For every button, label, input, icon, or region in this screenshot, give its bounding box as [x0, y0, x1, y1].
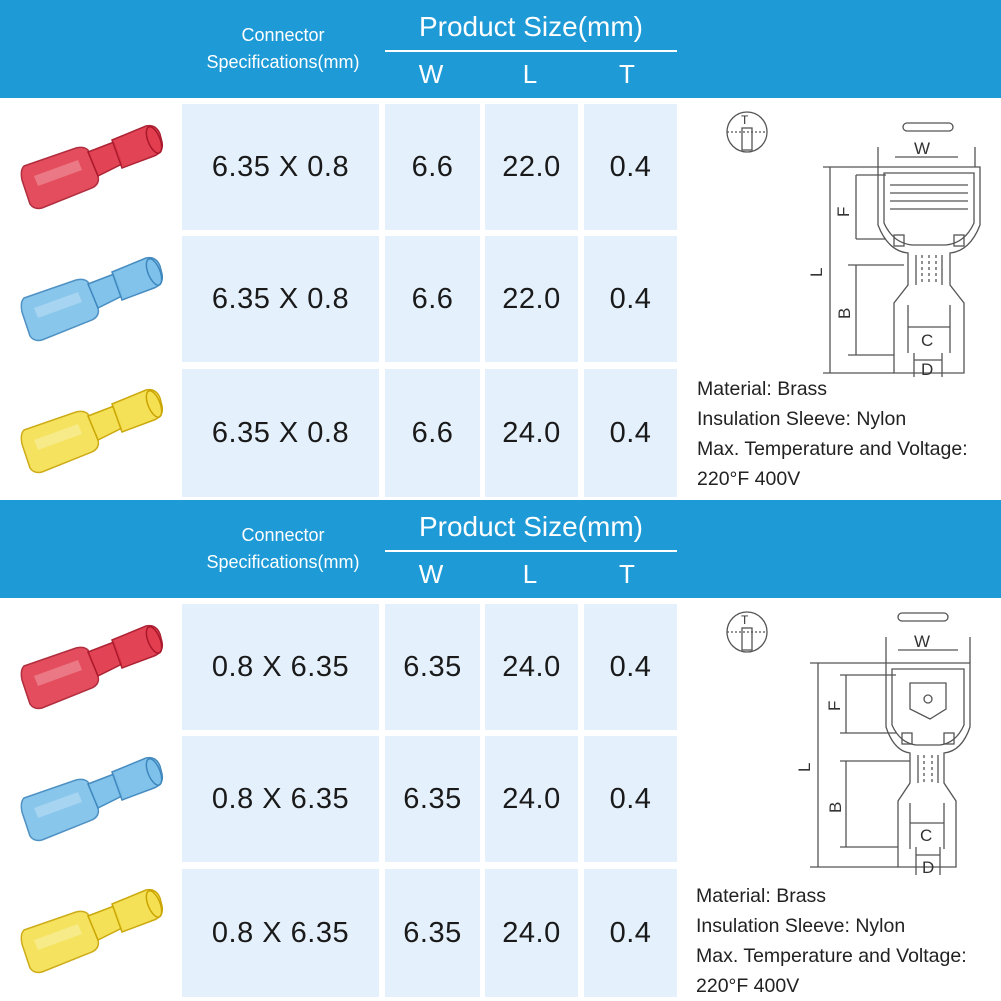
table-cell-w: 6.35	[385, 736, 480, 862]
diagram-label-l: L	[807, 267, 826, 277]
diagram-label-f: F	[834, 206, 853, 217]
diagram-label-b: B	[826, 801, 845, 813]
temperature-text: Max. Temperature and Voltage:	[696, 945, 967, 967]
diagram-label-d: D	[922, 858, 935, 877]
table-cell-spec: 0.8 X 6.35	[182, 869, 379, 997]
red-connector-image	[14, 618, 164, 718]
yellow-connector-image	[14, 882, 164, 982]
red-connector-image	[14, 118, 164, 218]
table-cell-spec: 6.35 X 0.8	[182, 236, 379, 362]
spec-header-line2: Specifications(mm)	[206, 552, 360, 572]
table-cell-l: 24.0	[485, 604, 578, 730]
diagram-label-d: D	[921, 360, 934, 379]
table-cell-t: 0.4	[584, 236, 677, 362]
material-info	[697, 374, 997, 494]
table-cell-l: 24.0	[485, 869, 578, 997]
diagram-label-c: C	[920, 826, 933, 845]
table-cell-l: 24.0	[485, 369, 578, 497]
table-cell-w: 6.35	[385, 869, 480, 997]
spec-header-line2: Specifications(mm)	[206, 52, 360, 72]
table-cell-t: 0.4	[584, 604, 677, 730]
column-header-w: W	[418, 59, 444, 89]
yellow-connector-image	[14, 382, 164, 482]
diagram-label-c: C	[921, 331, 934, 350]
column-header-t: T	[619, 559, 635, 589]
table-cell-l: 22.0	[485, 104, 578, 230]
connector-dimension-diagram	[718, 105, 988, 380]
table-cell-t: 0.4	[584, 869, 677, 997]
header-divider	[385, 550, 677, 552]
table-cell-spec: 0.8 X 6.35	[182, 736, 379, 862]
sleeve-text: Insulation Sleeve: Nylon	[696, 915, 906, 937]
table-cell-spec: 6.35 X 0.8	[182, 104, 379, 230]
column-header-l: L	[522, 59, 538, 89]
material-info	[696, 881, 996, 1001]
product-size-header: Product Size(mm)	[418, 11, 644, 42]
table-cell-spec: 0.8 X 6.35	[182, 604, 379, 730]
table-cell-t: 0.4	[584, 736, 677, 862]
material-text: Material: Brass	[696, 885, 827, 907]
table-cell-w: 6.6	[385, 104, 480, 230]
diagram-label-l: L	[795, 762, 814, 772]
diagram-label-f: F	[825, 700, 844, 711]
spec-section-2	[0, 500, 1001, 1001]
diagram-label-b: B	[835, 307, 854, 319]
table-header	[0, 0, 1001, 98]
diagram-label-w: W	[914, 139, 931, 158]
voltage-text: 220°F 400V	[697, 468, 801, 490]
connector-spec-header	[180, 22, 386, 76]
column-header-w: W	[418, 559, 444, 589]
spec-section-1	[0, 0, 1001, 500]
column-header-t: T	[619, 59, 635, 89]
blue-connector-image	[14, 250, 164, 350]
diagram-label-t: T	[741, 613, 749, 627]
connector-spec-header	[180, 522, 386, 576]
table-cell-w: 6.6	[385, 369, 480, 497]
spec-header-line1: Connector	[241, 525, 325, 545]
diagram-label-w: W	[914, 632, 931, 651]
table-cell-l: 24.0	[485, 736, 578, 862]
table-header	[0, 500, 1001, 598]
table-cell-t: 0.4	[584, 369, 677, 497]
column-header-l: L	[522, 559, 538, 589]
spec-header-line1: Connector	[241, 25, 325, 45]
table-cell-spec: 6.35 X 0.8	[182, 369, 379, 497]
table-cell-l: 22.0	[485, 236, 578, 362]
header-divider	[385, 50, 677, 52]
diagram-label-t: T	[741, 113, 749, 127]
voltage-text: 220°F 400V	[696, 975, 800, 997]
temperature-text: Max. Temperature and Voltage:	[697, 438, 968, 460]
blue-connector-image	[14, 750, 164, 850]
connector-dimension-diagram	[718, 605, 988, 880]
material-text: Material: Brass	[697, 378, 828, 400]
product-size-header: Product Size(mm)	[418, 511, 644, 542]
sleeve-text: Insulation Sleeve: Nylon	[697, 408, 907, 430]
table-cell-w: 6.35	[385, 604, 480, 730]
table-cell-t: 0.4	[584, 104, 677, 230]
table-cell-w: 6.6	[385, 236, 480, 362]
